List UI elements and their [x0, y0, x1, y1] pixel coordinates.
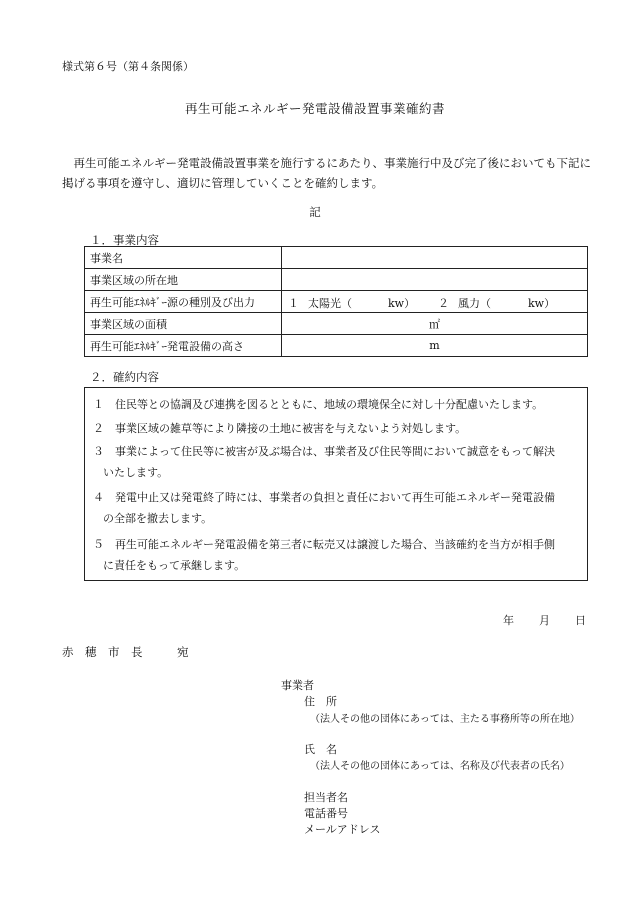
- section1-heading: １．事業内容: [90, 233, 159, 247]
- pledge-box: [84, 387, 588, 581]
- row-label-height: 再生可能ｴﾈﾙｷﾞｰ発電設備の高さ: [85, 335, 282, 357]
- business-name-value[interactable]: [282, 247, 588, 269]
- option1-unit: kw）: [388, 297, 416, 310]
- name-note: （法人その他の団体にあっては、名称及び代表者の氏名）: [310, 761, 570, 772]
- row-label-location: 事業区域の所在地: [85, 269, 282, 291]
- form-number: 様式第６号（第４条関係）: [62, 60, 194, 73]
- pledge-num: １: [93, 398, 104, 411]
- business-content-table: [84, 246, 588, 357]
- date-day: 日: [575, 614, 586, 627]
- energy-output-value[interactable]: [282, 291, 588, 313]
- email-label: メールアドレス: [304, 823, 381, 836]
- option1-name: 太陽光（: [308, 297, 352, 310]
- table-row: [85, 335, 588, 357]
- address-note: （法人その他の団体にあっては、主たる事務所等の所在地）: [310, 714, 580, 725]
- list-item: [93, 418, 581, 439]
- list-item: [93, 487, 581, 529]
- document-title: 再生可能エネルギー発電設備設置事業確約書: [184, 101, 445, 116]
- area-unit: ㎡: [429, 317, 440, 331]
- list-item: [93, 394, 581, 415]
- name-label: 氏 名: [304, 743, 337, 756]
- pledge-text: 再生可能エネルギー発電設備を第三者に転売又は譲渡した場合、当該確約を当方が相手側: [115, 538, 555, 551]
- height-value[interactable]: [282, 335, 588, 357]
- area-value[interactable]: [282, 313, 588, 335]
- date-month: 月: [539, 614, 550, 627]
- address-label: 住 所: [304, 695, 337, 708]
- row-label-business-name: 事業名: [85, 247, 282, 269]
- pledge-num: ５: [93, 538, 104, 551]
- date-year: 年: [503, 614, 514, 627]
- phone-label: 電話番号: [304, 807, 348, 820]
- intro-paragraph: [62, 153, 592, 193]
- section2-heading: ２．確約内容: [90, 370, 159, 384]
- table-row: [85, 269, 588, 291]
- option2-unit: kw）: [528, 297, 556, 310]
- pledge-num: ４: [93, 491, 104, 504]
- addressee: 赤 穂 市 長 宛: [62, 645, 189, 659]
- pledge-text-cont: いたします。: [103, 466, 169, 479]
- pledge-text: 発電中止又は発電終了時には、事業者の負担と責任において再生可能エネルギー発電設備: [115, 491, 555, 504]
- table-row: [85, 247, 588, 269]
- pledge-text-cont: の全部を撤去します。: [103, 512, 213, 525]
- pledge-text-cont: に責任をもって承継します。: [103, 559, 246, 572]
- row-label-area: 事業区域の面積: [85, 313, 282, 335]
- option1-num: １: [288, 297, 299, 310]
- contact-person-label: 担当者名: [304, 791, 348, 804]
- pledge-num: ２: [93, 422, 104, 435]
- option2-name: 風力（: [458, 297, 491, 310]
- pledge-text: 事業区域の雑草等により隣接の土地に被害を与えないよう対処します。: [115, 422, 467, 435]
- list-item: [93, 534, 581, 576]
- height-unit: m: [429, 339, 440, 352]
- option2-num: ２: [438, 297, 449, 310]
- list-item: [93, 441, 581, 483]
- table-row: [85, 313, 588, 335]
- ki-heading: 記: [309, 205, 321, 219]
- intro-text: 再生可能エネルギー発電設備設置事業を施行するにあたり、事業施行中及び完了後においても下記に掲げる事項を遵守し、適切に管理していくことを確約します。: [62, 156, 591, 190]
- pledge-text: 事業によって住民等に被害が及ぶ場合は、事業者及び住民等間において誠意をもって解決: [115, 445, 555, 458]
- applicant-heading: 事業者: [281, 679, 314, 692]
- pledge-num: ３: [93, 445, 104, 458]
- row-label-energy-type: 再生可能ｴﾈﾙｷﾞｰ源の種別及び出力: [85, 291, 282, 313]
- table-row: [85, 291, 588, 313]
- location-value[interactable]: [282, 269, 588, 291]
- pledge-text: 住民等との協調及び連携を図るとともに、地域の環境保全に対し十分配慮いたします。: [115, 398, 544, 411]
